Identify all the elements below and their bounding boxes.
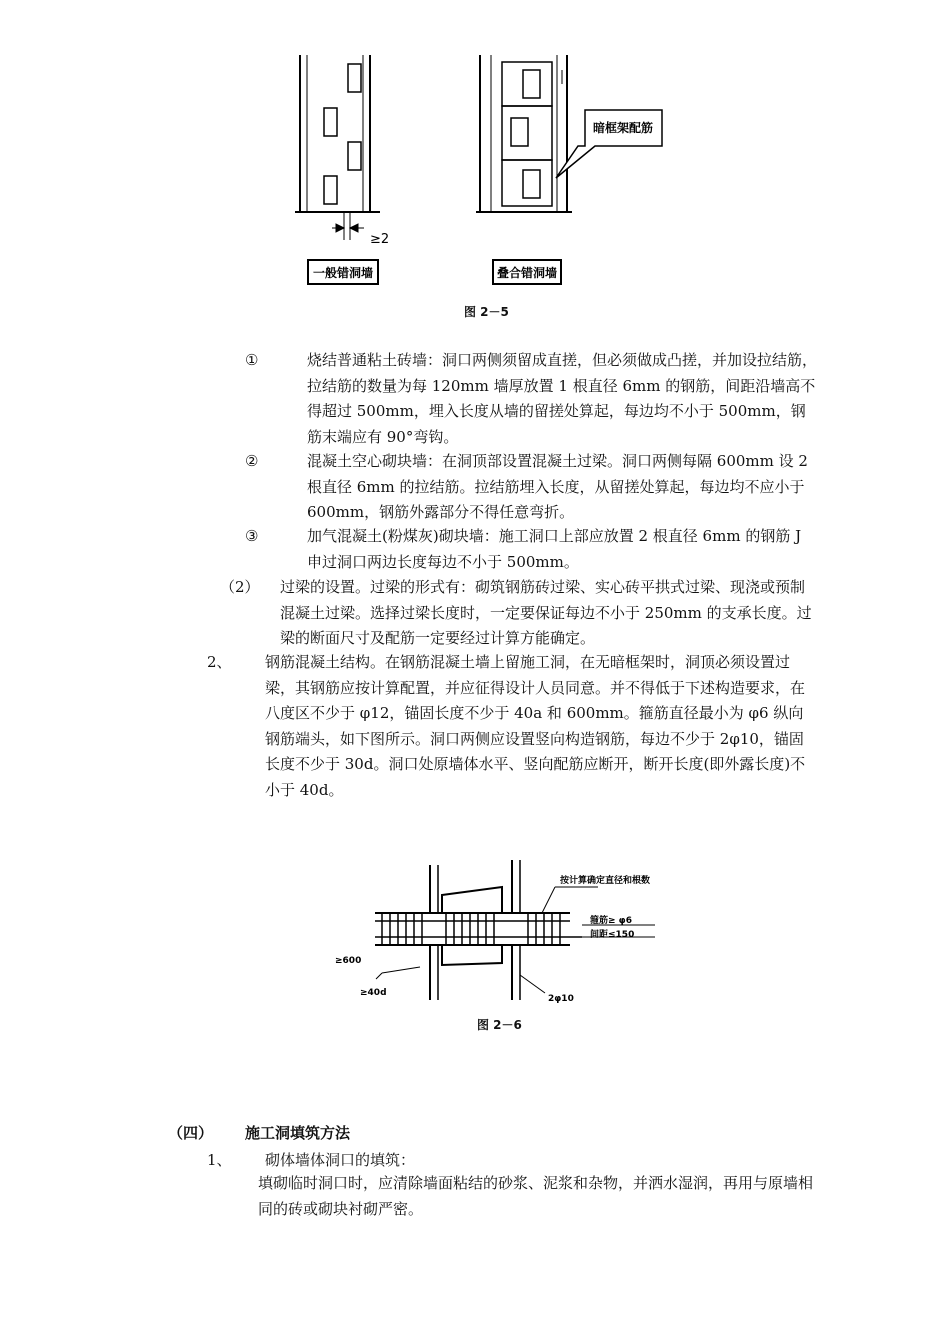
figure-2-6-caption: 图 2－6 bbox=[477, 1018, 522, 1032]
rebar-2phi10-label: 2φ10 bbox=[548, 994, 574, 1004]
paragraph-2-number: （2） bbox=[220, 578, 260, 596]
figure-2-5 bbox=[280, 50, 700, 330]
item-3-number: ③ bbox=[245, 527, 259, 545]
figure-2-6 bbox=[320, 855, 680, 1005]
stacked-wall-label: 叠合错洞墙 bbox=[496, 266, 558, 280]
subsection-1-title: 砌体墙体洞口的填筑： bbox=[265, 1151, 416, 1169]
spacing-label: 间距≤150 bbox=[590, 930, 635, 940]
section-2-text: 钢筋混凝土结构。在钢筋混凝土墙上留施工洞，在无暗框架时，洞顶必须设置过梁，其钢筋应按计算配置，并应征得设计人员同意。并不得低于下述构造要求，在八度区不少于 φ12，锚固长度不少于 40a 和 600mm。箍筋直径最小为 φ6 纵向钢筋端头，如下图所示。洞口两侧应设置竖向构造钢筋，每边不少于 2φ10，锚固长度不少于 30d。洞口处原墙体水平、竖向配筋应断开，断开长度(即外露长度)不小于 40d。 bbox=[265, 653, 806, 799]
section-4-title: 施工洞填筑方法 bbox=[245, 1124, 351, 1142]
section-4-number: （四） bbox=[168, 1124, 214, 1142]
dimension-label: ≥2 bbox=[370, 232, 390, 247]
item-1-number: ① bbox=[245, 351, 259, 369]
general-staggered-wall-drawing bbox=[295, 55, 380, 240]
dim-600-label: ≥600 bbox=[335, 956, 362, 966]
figure-2-5-caption: 图 2－5 bbox=[464, 305, 509, 319]
item-1-text: 烧结普通粘土砖墙：洞口两侧须留成直搓，但必须做成凸搓，并加设拉结筋，拉结筋的数量为每 120mm 墙厚放置 1 根直径 6mm 的钢筋，间距沿墙高不得超过 500mm，埋入长度从墙的留搓处算起，每边均不小于 500mm，钢筋末端应有 90°弯钩。 bbox=[307, 351, 818, 446]
general-wall-label: 一般错洞墙 bbox=[312, 266, 374, 280]
subsection-1-text: 填砌临时洞口时，应清除墙面粘结的砂浆、泥浆和杂物，并洒水湿润，再用与原墙相同的砖或砌块衬砌严密。 bbox=[258, 1174, 814, 1218]
dim-40d-label: ≥40d bbox=[360, 988, 387, 998]
stirrup-label: 箍筋≥ φ6 bbox=[590, 916, 632, 926]
item-2-text: 混凝土空心砌块墙：在洞顶部设置混凝土过梁。洞口两侧每隔 600mm 设 2 根直径 6mm 的拉结筋。拉结筋埋入长度，从留搓处算起，每边均不应小于 600mm，钢筋外露部分不得任意弯折。 bbox=[307, 452, 808, 521]
paragraph-2-text: 过梁的设置。过梁的形式有：砌筑钢筋砖过梁、实心砖平拱式过梁、现浇或预制混凝土过梁。选择过梁长度时，一定要保证每边不小于 250mm 的支承长度。过梁的断面尺寸及配筋一定要经过计算方能确定。 bbox=[280, 578, 812, 647]
subsection-1-number: 1、 bbox=[207, 1151, 232, 1169]
item-2-number: ② bbox=[245, 452, 259, 470]
section-2-number: 2、 bbox=[207, 653, 232, 671]
calc-label: 按计算确定直径和根数 bbox=[560, 876, 651, 886]
item-3-text: 加气混凝土(粉煤灰)砌块墙：施工洞口上部应放置 2 根直径 6mm 的钢筋 J 申过洞口两边长度每边不小于 500mm。 bbox=[307, 527, 802, 571]
callout-label: 暗框架配筋 bbox=[592, 121, 654, 135]
